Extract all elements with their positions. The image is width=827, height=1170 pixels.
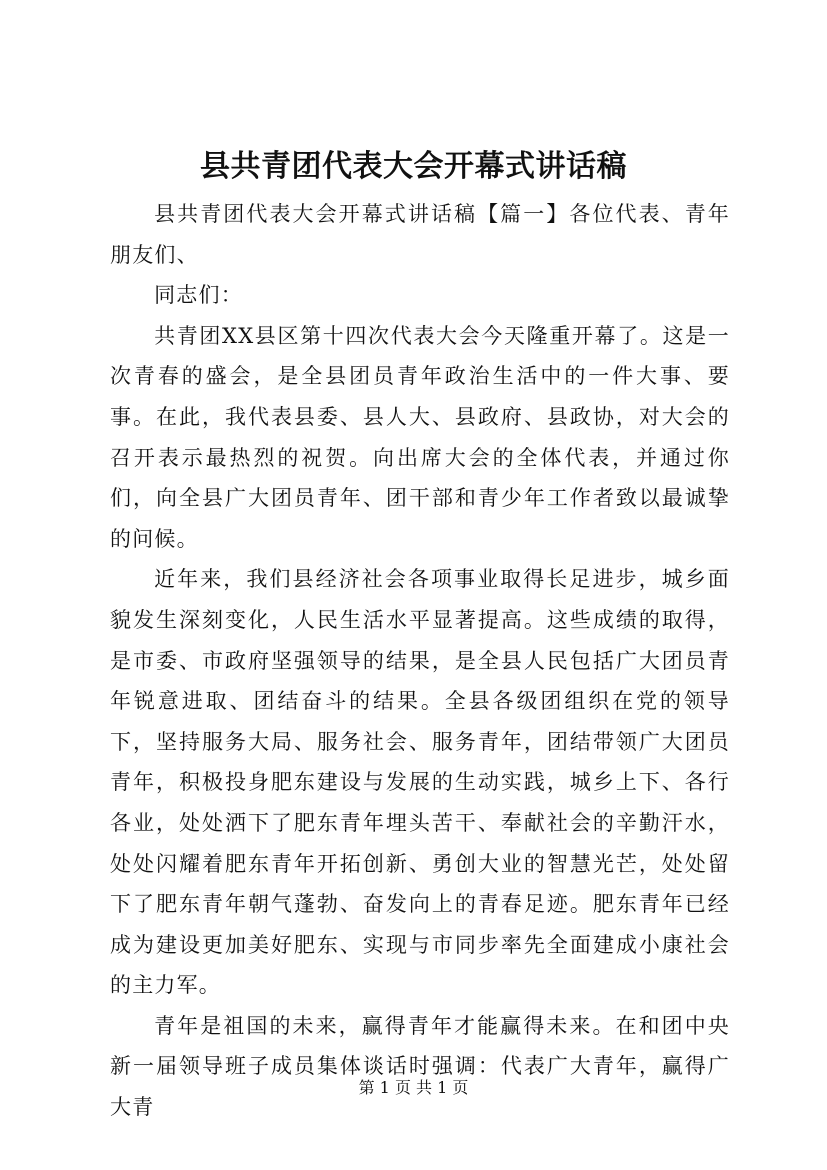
document-body <box>110 194 730 1128</box>
paragraph-youth-future: 青年是祖国的未来，赢得青年才能赢得未来。在和团中央新一届领导班子成员集体谈话时强调：代表广大青年，赢得广大青 <box>110 1013 730 1120</box>
paragraph-greeting: 县共青团代表大会开幕式讲话稿【篇一】各位代表、青年朋友们、 <box>110 202 730 267</box>
page-number-footer: 第 1 页 共 1 页 <box>358 1078 469 1097</box>
paragraph-achievements: 近年来，我们县经济社会各项事业取得长足进步，城乡面貌发生深刻变化，人民生活水平显著提高。这些成绩的取得，是市委、市政府坚强领导的结果，是全县人民包括广大团员青年锐意进取、团结奋斗的结果。全县各级团组织在党的领导下，坚持服务大局、服务社会、服务青年，团结带领广大团员青年，积极投身肥东建设与发展的生动实践，城乡上下、各行各业，处处洒下了肥东青年埋头苦干、奉献社会的辛勤汗水，处处闪耀着肥东青年开拓创新、勇创大业的智慧光芒，处处留下了肥东青年朝气蓬勃、奋发向上的青春足迹。肥东青年已经成为建设更加美好肥东、实现与市同步率先全面建成小康社会的主力军。 <box>110 567 730 998</box>
document-title: 县共青团代表大会开幕式讲话稿 <box>200 149 627 184</box>
paragraph-opening: 共青团XX县区第十四次代表大会今天隆重开幕了。这是一次青春的盛会，是全县团员青年政治生活中的一件大事、要事。在此，我代表县委、县人大、县政府、县政协，对大会的召开表示最热烈的祝贺。向出席大会的全体代表，并通过你们，向全县广大团员青年、团干部和青少年工作者致以最诚挚的问候。 <box>110 323 730 551</box>
paragraph-salutation: 同志们： <box>154 283 243 308</box>
